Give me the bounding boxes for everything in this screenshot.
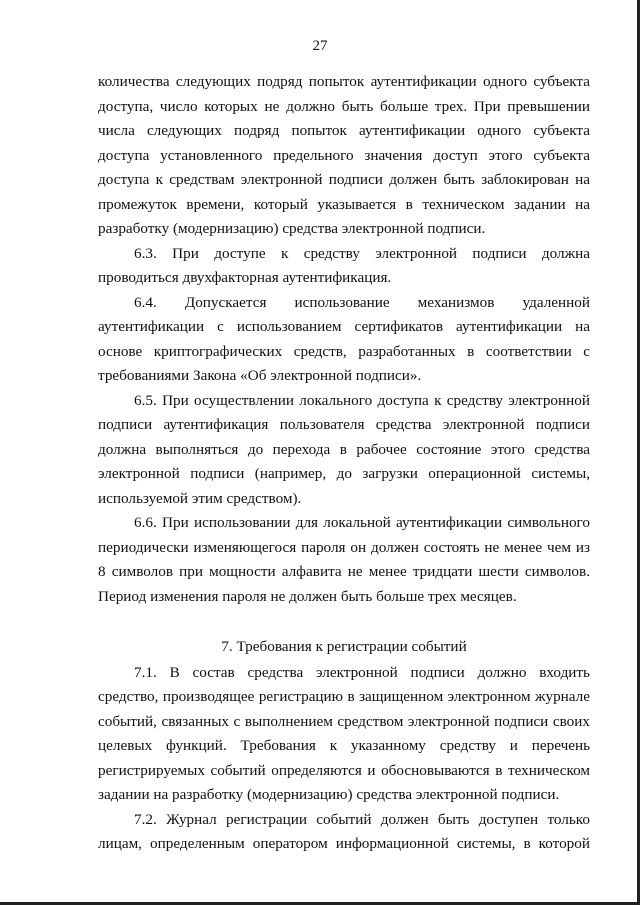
paragraph-6-5: 6.5. При осуществлении локального доступа к средству электронной подписи аутентификация пользователя средства электронной подписи должна выполняться до перехода в рабочее состояние этого средства электронной подписи (например, до загрузки операционной системы, используемой этим средством). bbox=[98, 391, 590, 507]
document-body bbox=[98, 70, 590, 857]
paragraph-6-3: 6.3. При доступе к средству электронной подписи должна проводиться двухфакторная аутентификация. bbox=[98, 244, 590, 286]
paragraph-7-1: 7.1. В состав средства электронной подписи должно входить средство, производящее регистрацию в защищенном электронном журнале событий, связанных с выполнением средством электронной подписи своих целевых функций. Требования к указанному средству и перечень регистрируемых событий определяются и обосновываются в техническом задании на разработку (модернизацию) средства электронной подписи. bbox=[98, 663, 590, 803]
page-number: 27 bbox=[312, 38, 328, 54]
paragraph-7-2: 7.2. Журнал регистрации событий должен быть доступен только лицам, определенным оператором информационной системы, в которой bbox=[98, 810, 590, 852]
paragraph-continuation: количества следующих подряд попыток аутентификации одного субъекта доступа, число которых не должно быть больше трех. При превышении числа следующих подряд попыток аутентификации одного субъекта доступа установленного предельного значения доступ этого субъекта доступа к средствам электронной подписи должен быть заблокирован на промежуток времени, который указывается в техническом задании на разработку (модернизацию) средства электронной подписи. bbox=[98, 73, 590, 237]
section-heading: 7. Требования к регистрации событий bbox=[221, 638, 467, 655]
paragraph-6-6: 6.6. При использовании для локальной аутентификации символьного периодически изменяющегося пароля он должен состоять не менее чем из 8 символов при мощности алфавита не менее тридцати шести символов. Период изменения пароля не должен быть больше трех месяцев. bbox=[98, 514, 590, 605]
paragraph-6-4: 6.4. Допускается использование механизмов удаленной аутентификации с использованием сертификатов аутентификации на основе криптографических средств, разработанных в соответствии с требованиями Закона «Об электронной подписи». bbox=[98, 293, 590, 384]
